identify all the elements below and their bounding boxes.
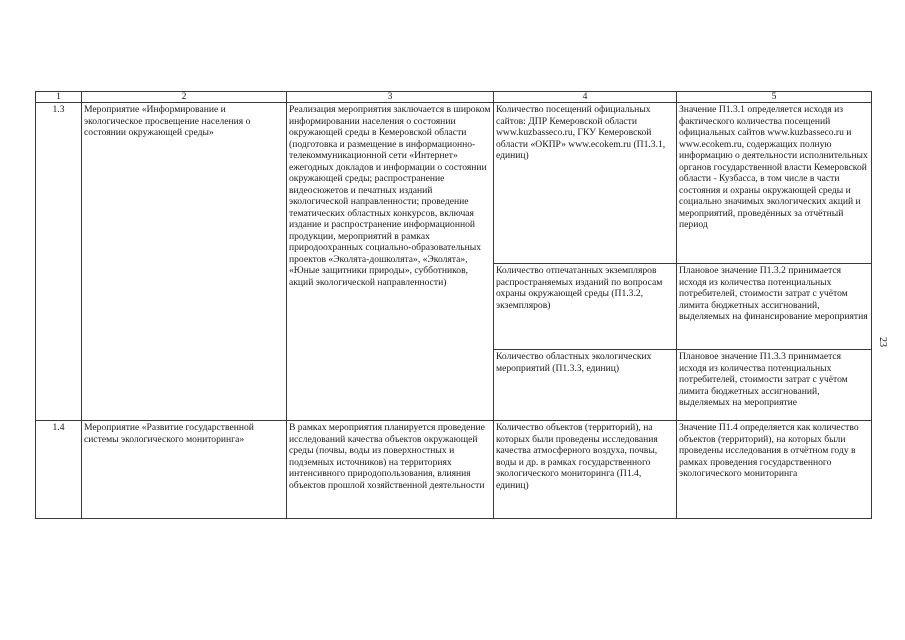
event-description: В рамках мероприятия планируется проведение исследований качества объектов окружающей среды (почвы, воды из поверхностных и подземных источников) на территориях интенсивного природопользования, влияния объектов прошлой хозяйственной деятельности [287,421,494,519]
event-name: Мероприятие «Информирование и экологическое просвещение населения о состоянии окружающей среды» [82,103,287,421]
header-cell: 1 [36,92,82,103]
row-number: 1.3 [36,103,82,421]
method-cell: Значение П1.3.1 определяется исходя из фактического количества посещений официальных сайтов www.kuzbasseco.ru и www.ecokem.ru, содержащих полную информацию о деятельности исполнительных органов государственной власти Кемеровской области - Кузбасса, в том числе в части состояния и охраны окружающей среды и социально значимых экологических акций и мероприятий, проведённых за отчётный период [677,103,872,264]
page-number: 23 [877,337,888,347]
measures-table [35,91,872,519]
method-cell: Значение П1.4 определяется как количество объектов (территорий), на которых были проведены исследования в отчётном году в рамках проведения государственного экологического мониторинга [677,421,872,519]
header-cell: 3 [287,92,494,103]
header-cell: 4 [494,92,677,103]
table-row [36,103,872,264]
method-cell: Плановое значение П1.3.3 принимается исходя из количества потенциальных потребителей, стоимости затрат с учётом лимита бюджетных ассигнований, выделяемых на мероприятие [677,350,872,421]
row-number: 1.4 [36,421,82,519]
indicator-cell: Количество посещений официальных сайтов: ДПР Кемеровской области www.kuzbasseco.ru, ГКУ Кемеровской области «ОКПР» www.ecokem.ru (П1.3.1, единиц) [494,103,677,264]
indicator-cell: Количество отпечатанных экземпляров распространяемых изданий по вопросам охраны окружающей среды (П1.3.2, экземпляров) [494,264,677,350]
header-cell: 5 [677,92,872,103]
indicator-cell: Количество объектов (территорий), на которых были проведены исследования качества атмосферного воздуха, почвы, воды и др. в рамках государственного экологического мониторинга (П1.4, единиц) [494,421,677,519]
header-cell: 2 [82,92,287,103]
table-header-row [36,92,872,103]
indicator-cell: Количество областных экологических мероприятий (П1.3.3, единиц) [494,350,677,421]
method-cell: Плановое значение П1.3.2 принимается исходя из количества потенциальных потребителей, стоимости затрат с учётом лимита бюджетных ассигнований, выделяемых на финансирование мероприятия [677,264,872,350]
event-name: Мероприятие «Развитие государственной системы экологического мониторинга» [82,421,287,519]
event-description: Реализация мероприятия заключается в широком информировании населения о состоянии окружающей среды в Кемеровской области (подготовка и размещение в информационно-телекоммуникационной сети «Интернет» ежегодных докладов и информации о состоянии окружающей среды; распространение видеосюжетов и печатных изданий экологической направленности; проведение тематических областных конкурсов, включая издание и распространение информационной продукции, мероприятий в рамках природоохранных социально-образовательных проектов «Эколята-дошколята», «Эколята», «Юные защитники природы», субботников, акций экологической направленности) [287,103,494,421]
table-row [36,421,872,519]
